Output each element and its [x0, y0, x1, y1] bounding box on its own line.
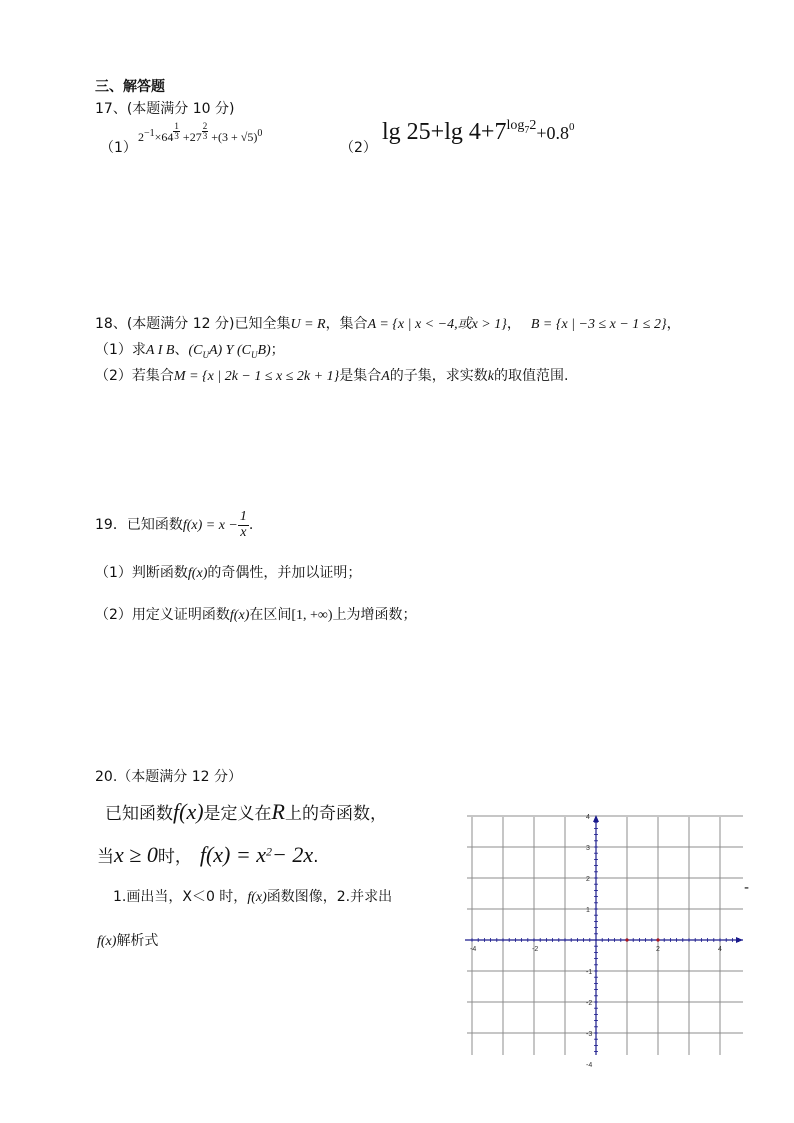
y-tick-label: 1 — [586, 907, 590, 914]
math: f(x) = x − — [182, 518, 238, 534]
operator: + — [480, 119, 495, 145]
math: x ≥ 0 — [114, 842, 158, 867]
y-tick-label: -2 — [586, 1000, 593, 1007]
fraction-exponent: $\frac{2}{3}$ — [202, 120, 208, 141]
math: U = R — [290, 317, 326, 332]
y-tick-label: 2 — [586, 876, 590, 883]
math: [1, +∞) — [291, 608, 333, 623]
axis-point — [625, 938, 628, 941]
exponent: 0 — [257, 128, 263, 139]
x-tick-label: -4 — [470, 946, 477, 953]
x-tick-label: 4 — [718, 946, 722, 953]
y-tick-label: 4 — [586, 814, 590, 821]
math: B) — [257, 343, 271, 358]
operator: + — [182, 130, 190, 144]
term: 27 — [189, 130, 202, 144]
math: (C — [188, 343, 203, 358]
q20-line3: 1.画出当，X＜0 时，f(x)函数图像，2.并求出 — [113, 889, 393, 905]
math: f(x) — [97, 934, 117, 949]
q18-part1: （1）求A I B、$(C_UA)$ Y $(C_UB)$； — [95, 342, 285, 360]
q19-part2: （2）用定义证明函数f(x)在区间[1, +∞)上为增函数； — [95, 607, 417, 623]
x-tick-label: 2 — [656, 946, 660, 953]
fraction: $\frac{1}{x}$ — [239, 509, 247, 540]
y-tick-label: -1 — [586, 969, 593, 976]
math: A — [381, 369, 390, 384]
q17-part1-expression — [138, 120, 263, 145]
q20-line4: f(x)解析式 — [97, 933, 159, 949]
side-mark: - — [744, 880, 750, 896]
term: (3 + √5) — [217, 130, 258, 144]
math: f(x) — [187, 566, 208, 581]
q20-line1: 已知函数f(x)是定义在R上的奇函数， — [105, 799, 387, 824]
y-tick-label: 3 — [586, 845, 590, 852]
term: lg 4 — [444, 119, 481, 145]
operator: × — [154, 130, 162, 144]
term: 2 — [138, 130, 144, 144]
math: A I B — [145, 343, 175, 358]
q20-line2: 当x ≥ 0时， $f(x) = x^2- 2x$. — [97, 842, 319, 867]
x-axis-arrow — [736, 937, 743, 943]
exponent: 0 — [568, 121, 575, 133]
operator: + — [536, 123, 547, 143]
math: − 2x — [271, 842, 314, 867]
coordinate-grid — [465, 814, 745, 1069]
exponent: −1 — [144, 128, 155, 139]
q17-part2-expression — [382, 118, 574, 146]
q18-line1: 18、(本题满分 12 分)已知全集U = R，集合A = {x | x < −4,或x > 1}， B = {x | −3 ≤ x − 1 ≤ 2}， — [95, 316, 681, 332]
term: 64 — [161, 130, 174, 144]
q20-header: 20.（本题满分 12 分） — [95, 769, 242, 785]
q19-header-line: 19．已知函数f(x) = x − $\frac{1}{x}$. — [95, 509, 254, 540]
q17-header: 17、(本题满分 10 分) — [95, 101, 235, 117]
exponent: log72 — [506, 118, 537, 136]
axis-point — [656, 938, 659, 941]
q18-part2: （2）若集合M = {x | 2k − 1 ≤ x ≤ 2k + 1}是集合A的子集，求实数k的取值范围. — [95, 368, 569, 384]
section-title: 三、解答题 — [95, 79, 165, 95]
term: 0.8 — [546, 123, 569, 143]
math: R — [271, 799, 285, 824]
math: k — [487, 369, 494, 384]
math: A) Y (C — [208, 343, 251, 358]
math: f(x) = x — [199, 842, 266, 867]
term: lg 25 — [382, 119, 431, 145]
math: M = {x | 2k − 1 ≤ x ≤ 2k + 1} — [173, 369, 340, 384]
y-tick-label: -4 — [586, 1062, 593, 1069]
fraction-exponent: $\frac{1}{3}$ — [174, 120, 179, 141]
operator: + — [430, 119, 445, 145]
math: f(x) — [173, 799, 204, 824]
x-tick-label: -2 — [532, 946, 539, 953]
math: A = {x | x < −4,或x > 1} — [367, 317, 507, 332]
term: 7 — [494, 119, 507, 145]
math: f(x) — [247, 890, 267, 905]
q19-part1: （1）判断函数f(x)的奇偶性，并加以证明； — [95, 565, 362, 581]
math: f(x) — [229, 608, 250, 623]
q17-part1-label: （1） — [100, 140, 137, 156]
y-tick-label: -3 — [586, 1031, 593, 1038]
operator: + — [211, 130, 218, 144]
q17-part2-label: （2） — [340, 140, 377, 156]
math: B = {x | −3 ≤ x − 1 ≤ 2} — [530, 317, 667, 332]
